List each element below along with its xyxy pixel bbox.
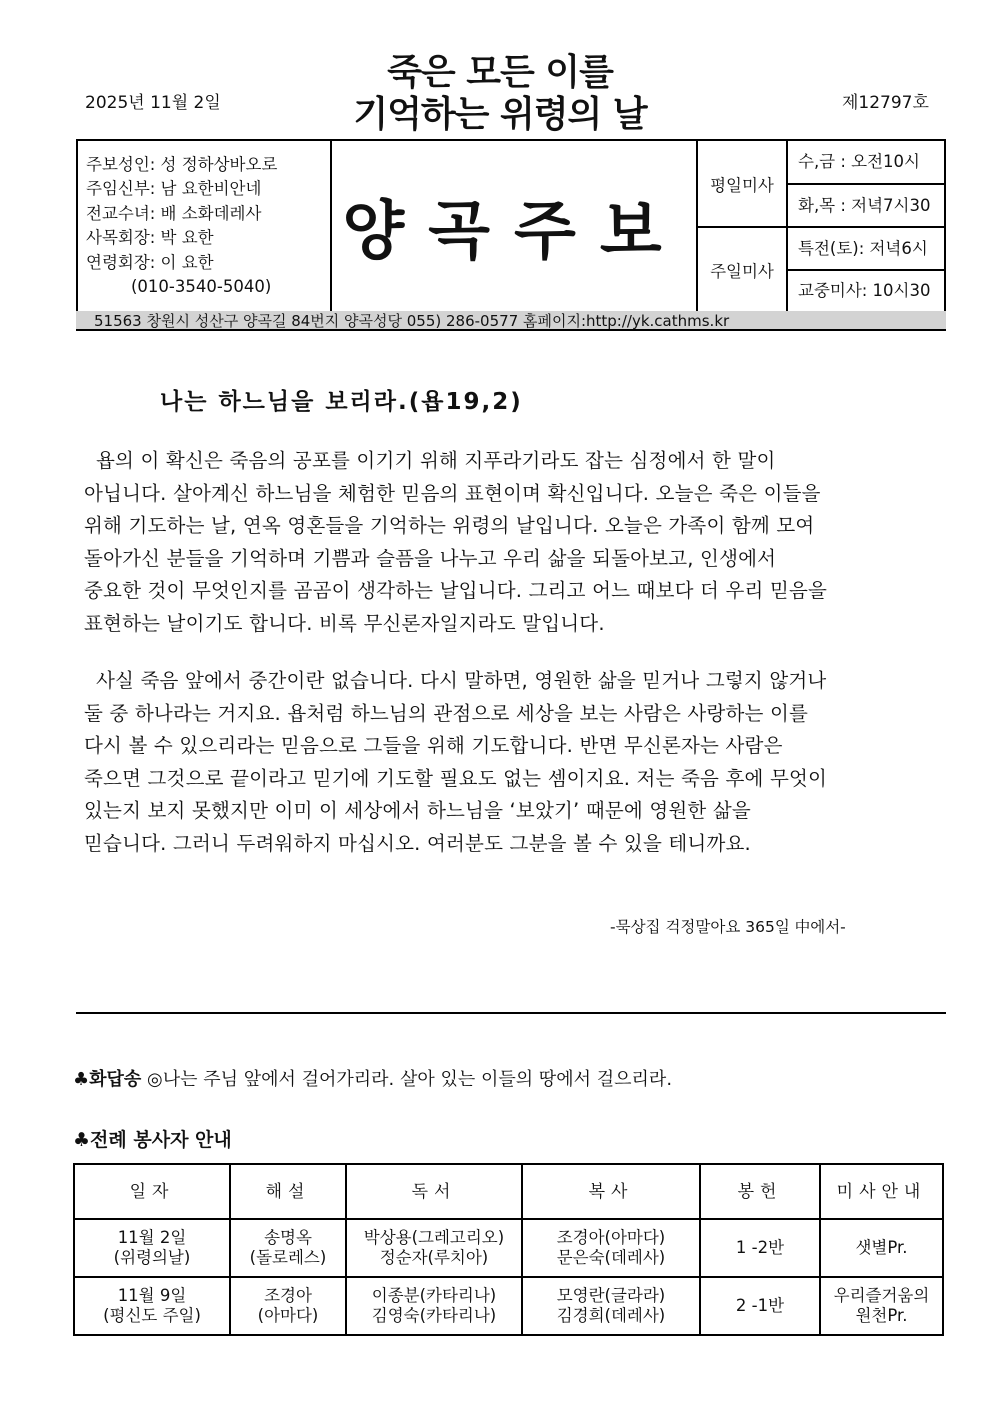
cell-text: 1 -2반: [735, 1238, 785, 1257]
cell-text: 조경아(아마다): [556, 1228, 666, 1247]
weekday-time-1: 수,금 : 오전10시: [788, 141, 944, 185]
text-line: 욥의 이 확신은 죽음의 공포를 이기기 위해 지푸라기라도 잡는 심정에서 한 말이: [96, 449, 776, 472]
cell-text: 원천Pr.: [855, 1306, 908, 1325]
text-line: 아닙니다. 살아계신 하느님을 체험한 믿음의 표현이며 확신입니다. 오늘은 죽은 이들을: [84, 481, 821, 505]
cell-commentary: [230, 1277, 346, 1335]
staff-list: [77, 140, 331, 312]
staff-sister: 전교수녀: 배 소화데레사: [86, 203, 262, 223]
text-line: 다시 볼 수 있으리라는 믿음으로 그들을 위해 기도합니다. 반면 무신론자는 사람은: [84, 734, 783, 757]
cell-mass-guide: [820, 1277, 943, 1335]
responsorial-psalm: [73, 1065, 672, 1091]
cell-text: (돌로레스): [249, 1248, 327, 1267]
col-mass-guide: 미사안내: [820, 1164, 943, 1219]
service-table: [73, 1163, 944, 1336]
cell-altar-server: [522, 1277, 700, 1335]
cell-text: (평신도 주일): [103, 1306, 201, 1325]
cell-text: 11월 2일: [117, 1228, 187, 1247]
cell-offering: [700, 1277, 820, 1335]
sunday-mass-label: 주일미사: [697, 227, 787, 312]
text-line: 믿습니다. 그러니 두려워하지 마십시오. 여러분도 그분을 볼 수 있을 테니까요.: [84, 831, 751, 855]
cell-date: [74, 1277, 230, 1335]
col-offering: 봉헌: [700, 1164, 820, 1219]
staff-patron: 주보성인: 성 정하상바오로: [86, 154, 278, 174]
staff-funeral: 연령회장: 이 요한: [86, 252, 214, 272]
text-line: 중요한 것이 무엇인지를 곰곰이 생각하는 날입니다. 그리고 어느 때보다 더 우리 믿음을: [84, 579, 828, 602]
divider: [76, 1012, 946, 1014]
cell-altar-server: [522, 1219, 700, 1277]
header-box: [76, 139, 946, 313]
cell-mass-guide: [820, 1219, 943, 1277]
table-row: [74, 1219, 943, 1277]
col-altar-server: 복사: [522, 1164, 700, 1219]
cell-reading: [346, 1219, 522, 1277]
article-heading: 나는 하느님을 보리라.(욥19,2): [160, 389, 523, 415]
staff-pastor: 주임신부: 남 요한비안네: [86, 179, 262, 198]
cell-text: (위령의날): [113, 1248, 191, 1267]
weekday-mass-times: [787, 140, 945, 227]
bulletin-date: 2025년 11월 2일: [85, 93, 221, 113]
title-line-2: 기억하는 위령의 날: [353, 94, 647, 135]
cell-text: 샛별Pr.: [855, 1238, 908, 1257]
col-commentary: 해설: [230, 1164, 346, 1219]
psalm-text: ◎나는 주님 앞에서 걸어가리라. 살아 있는 이들의 땅에서 걸으리라.: [141, 1069, 673, 1090]
cell-text: 조경아: [264, 1286, 312, 1305]
issue-number: 제12797호: [842, 93, 929, 113]
cell-reading: [346, 1277, 522, 1335]
cell-text: 우리즐거움의: [833, 1286, 930, 1305]
text-line: 돌아가신 분들을 기억하며 기쁨과 슬픔을 나누고 우리 삶을 되돌아보고, 인생에서: [84, 546, 777, 570]
cell-offering: [700, 1219, 820, 1277]
psalm-label: ♣화답송: [73, 1069, 142, 1090]
cell-text: (아마다): [257, 1306, 319, 1325]
col-date: 일자: [74, 1164, 230, 1219]
cell-text: 정순자(루치아): [379, 1248, 489, 1267]
cell-text: 김경희(데레사): [556, 1306, 666, 1325]
staff-council: 사목회장: 박 요한: [86, 228, 214, 247]
title-line-1: 죽은 모든 이를: [387, 52, 613, 93]
sunday-time-1: 특전(토): 저녁6시: [788, 228, 944, 271]
text-line: 사실 죽음 앞에서 중간이란 없습니다. 다시 말하면, 영원한 삶을 믿거나 그렇지 않거나: [96, 669, 827, 692]
cell-commentary: [230, 1219, 346, 1277]
article-paragraph-2: [84, 665, 944, 860]
cell-date: [74, 1219, 230, 1277]
text-line: 있는지 보지 못했지만 이미 이 세상에서 하느님을 ‘보았기’ 때문에 영원한 삶을: [84, 799, 751, 822]
cell-text: 이종분(카타리나): [371, 1286, 497, 1305]
cell-text: 송명옥: [264, 1228, 312, 1247]
address-bar: 51563 창원시 성산구 양곡길 84번지 양곡성당 055) 286-0577 홈페이지:http://yk.cathms.kr: [76, 311, 946, 331]
article-paragraph-1: [84, 445, 944, 640]
service-title: ♣전례 봉사자 안내: [73, 1129, 232, 1151]
cell-text: 김영숙(카타리나): [371, 1306, 497, 1325]
cell-text: 문은숙(데레사): [556, 1248, 666, 1267]
bulletin-name: 양곡주보: [331, 140, 697, 312]
staff-phone: (010-3540-5040): [131, 277, 272, 296]
text-line: 표현하는 날이기도 합니다. 비록 무신론자일지라도 말입니다.: [84, 611, 605, 635]
weekday-time-2: 화,목 : 저녁7시30: [798, 196, 931, 215]
sunday-time-2: 교중미사: 10시30: [798, 281, 931, 300]
cell-text: 모영란(글라라): [556, 1286, 666, 1305]
text-line: 위해 기도하는 날, 연옥 영혼들을 기억하는 위령의 날입니다. 오늘은 가족이 함께 모여: [84, 514, 815, 537]
sunday-mass-times: [787, 227, 945, 312]
col-reading: 독서: [346, 1164, 522, 1219]
article-source: -묵상집 걱정말아요 365일 中에서-: [610, 918, 846, 936]
table-header-row: [74, 1164, 943, 1219]
text-line: 둘 중 하나라는 거지요. 욥처럼 하느님의 관점으로 세상을 보는 사람은 사랑하는 이를: [84, 701, 809, 725]
weekday-mass-label: 평일미사: [697, 140, 787, 227]
cell-text: 11월 9일: [117, 1286, 187, 1305]
text-line: 죽으면 그것으로 끝이라고 믿기에 기도할 필요도 없는 셈이지요. 저는 죽음 후에 무엇이: [84, 766, 828, 790]
cell-text: 2 -1반: [735, 1296, 785, 1315]
page-title: [300, 52, 700, 136]
table-row: [74, 1277, 943, 1335]
cell-text: 박상용(그레고리오): [363, 1228, 505, 1247]
